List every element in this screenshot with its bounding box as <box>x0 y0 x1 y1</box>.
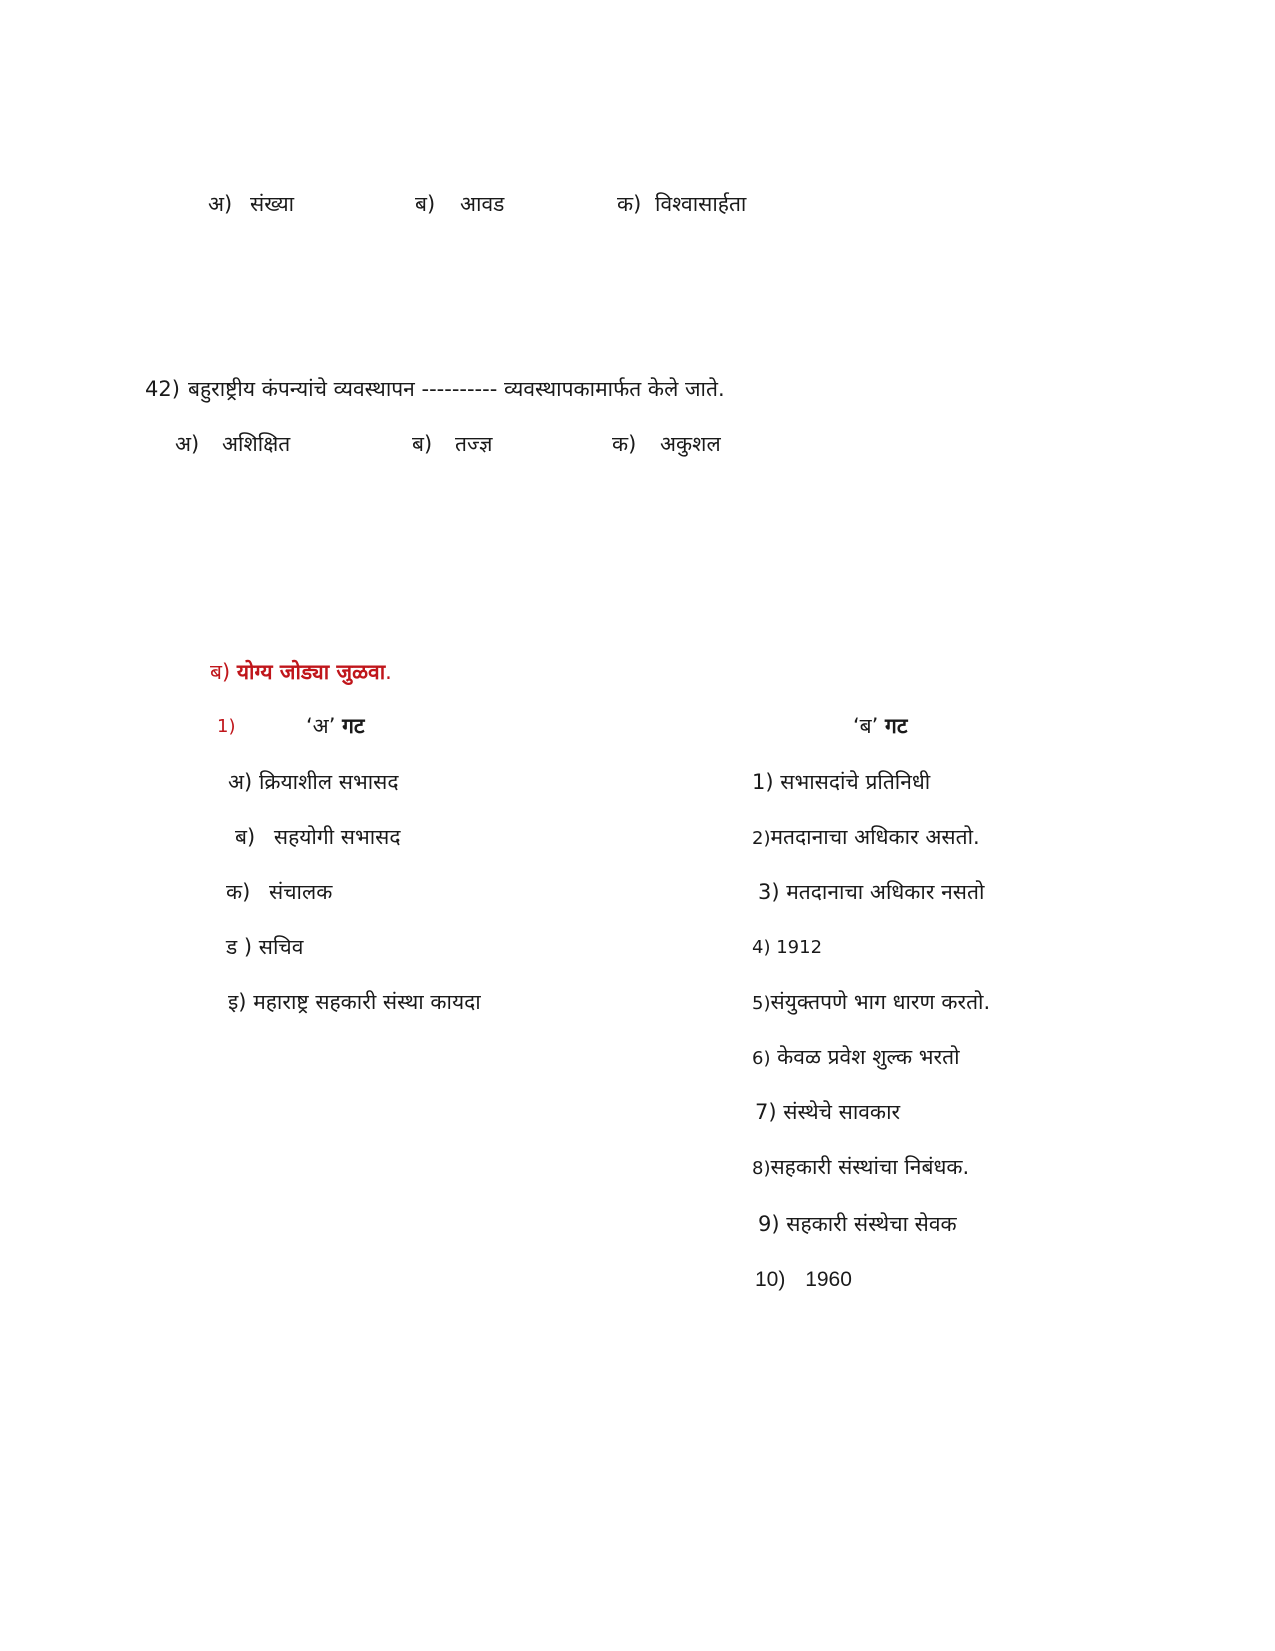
group-b-item <box>752 1045 960 1070</box>
group-b-item <box>752 825 980 850</box>
q41-option-a-marker: अ) <box>208 192 233 216</box>
section-b-title: योग्य जोड्या जुळवा <box>236 660 386 684</box>
group-b-item-marker: 8) <box>752 1158 771 1179</box>
group-a-item-text: क्रियाशील सभासद <box>258 770 399 794</box>
group-b-quote: ‘ब’ <box>853 714 879 738</box>
group-b-item <box>752 937 822 959</box>
group-a-item-text: सहयोगी सभासद <box>273 825 401 849</box>
group-b-item-text: संस्थेचे सावकार <box>783 1100 901 1124</box>
group-b-item-text: सभासदांचे प्रतिनिधी <box>780 770 931 794</box>
group-b-item-marker: 2) <box>752 828 771 849</box>
group-b-item <box>755 1100 900 1125</box>
group-b-item-marker: 6) <box>752 1048 771 1069</box>
group-a-item-marker: ब) <box>235 825 256 849</box>
group-a-item <box>228 990 481 1015</box>
group-b-item <box>752 990 990 1015</box>
group-b-item-marker: 4) <box>752 937 771 958</box>
group-b-item-marker: 9) <box>758 1212 780 1236</box>
group-b-item-marker: 5) <box>752 993 771 1014</box>
group-b-item-marker: 1) <box>752 770 774 794</box>
group-a-header <box>306 714 365 739</box>
group-b-item-marker: 10) <box>755 1268 786 1291</box>
group-a-item-marker: क) <box>226 880 251 904</box>
group-b-item <box>752 1155 969 1180</box>
section-b-marker: ब) <box>210 660 231 684</box>
group-a-item <box>235 825 401 850</box>
q42-option-c-text: अकुशल <box>660 432 721 456</box>
group-b-item-text: केवळ प्रवेश शुल्क भरतो <box>777 1045 960 1069</box>
group-b-item-text: 1960 <box>805 1268 852 1291</box>
group-a-word: गट <box>342 714 365 738</box>
group-b-word: गट <box>885 714 908 738</box>
group-a-item-marker: इ) <box>228 990 247 1014</box>
group-b-item <box>758 1212 957 1237</box>
group-b-item-text: सहकारी संस्थेचा सेवक <box>786 1212 957 1236</box>
section-b-title-dot: . <box>385 660 392 684</box>
group-b-item-text: मतदानाचा अधिकार असतो. <box>770 825 980 849</box>
section-b-heading <box>210 660 392 685</box>
group-b-item-text: सहकारी संस्थांचा निबंधक. <box>770 1155 970 1179</box>
group-a-quote: ‘अ’ <box>306 714 336 738</box>
group-a-item-text: सचिव <box>258 935 304 959</box>
group-a-item-marker: अ) <box>228 770 253 794</box>
q41-option-b-text: आवड <box>460 192 505 216</box>
group-b-item-text: 1912 <box>776 937 823 958</box>
group-a-item <box>228 770 399 795</box>
match-question-number: 1) <box>217 716 236 737</box>
q42-option-b-marker: ब) <box>412 432 433 456</box>
q42-text: बहुराष्ट्रीय कंपन्यांचे व्यवस्थापन ---------- व्यवस्थापकामार्फत केले जाते. <box>188 377 725 401</box>
q42-option-b-text: तज्ज्ञ <box>455 432 493 456</box>
group-b-item <box>755 1267 852 1292</box>
group-a-item-text: महाराष्ट्र सहकारी संस्था कायदा <box>253 990 481 1014</box>
group-b-item <box>758 880 984 905</box>
group-b-item-marker: 7) <box>755 1100 777 1124</box>
group-a-item <box>226 880 332 905</box>
q42-number: 42) <box>145 377 180 401</box>
group-a-item-marker: ड ) <box>226 935 253 959</box>
group-b-item-text: संयुक्तपणे भाग धारण करतो. <box>770 990 991 1014</box>
q42-option-a-marker: अ) <box>175 432 200 456</box>
q41-option-b-marker: ब) <box>415 192 436 216</box>
group-a-item-text: संचालक <box>269 880 333 904</box>
q41-option-a-text: संख्या <box>250 192 295 216</box>
q41-option-c-text: विश्वासार्हता <box>655 192 747 216</box>
q42-option-a-text: अशिक्षित <box>222 432 291 456</box>
q41-option-c-marker: क) <box>617 192 642 216</box>
group-b-item-text: मतदानाचा अधिकार नसतो <box>786 880 985 904</box>
group-a-item <box>226 935 303 960</box>
group-b-item-marker: 3) <box>758 880 780 904</box>
group-b-item <box>752 770 930 795</box>
q42-option-c-marker: क) <box>612 432 637 456</box>
group-b-header <box>853 714 907 739</box>
